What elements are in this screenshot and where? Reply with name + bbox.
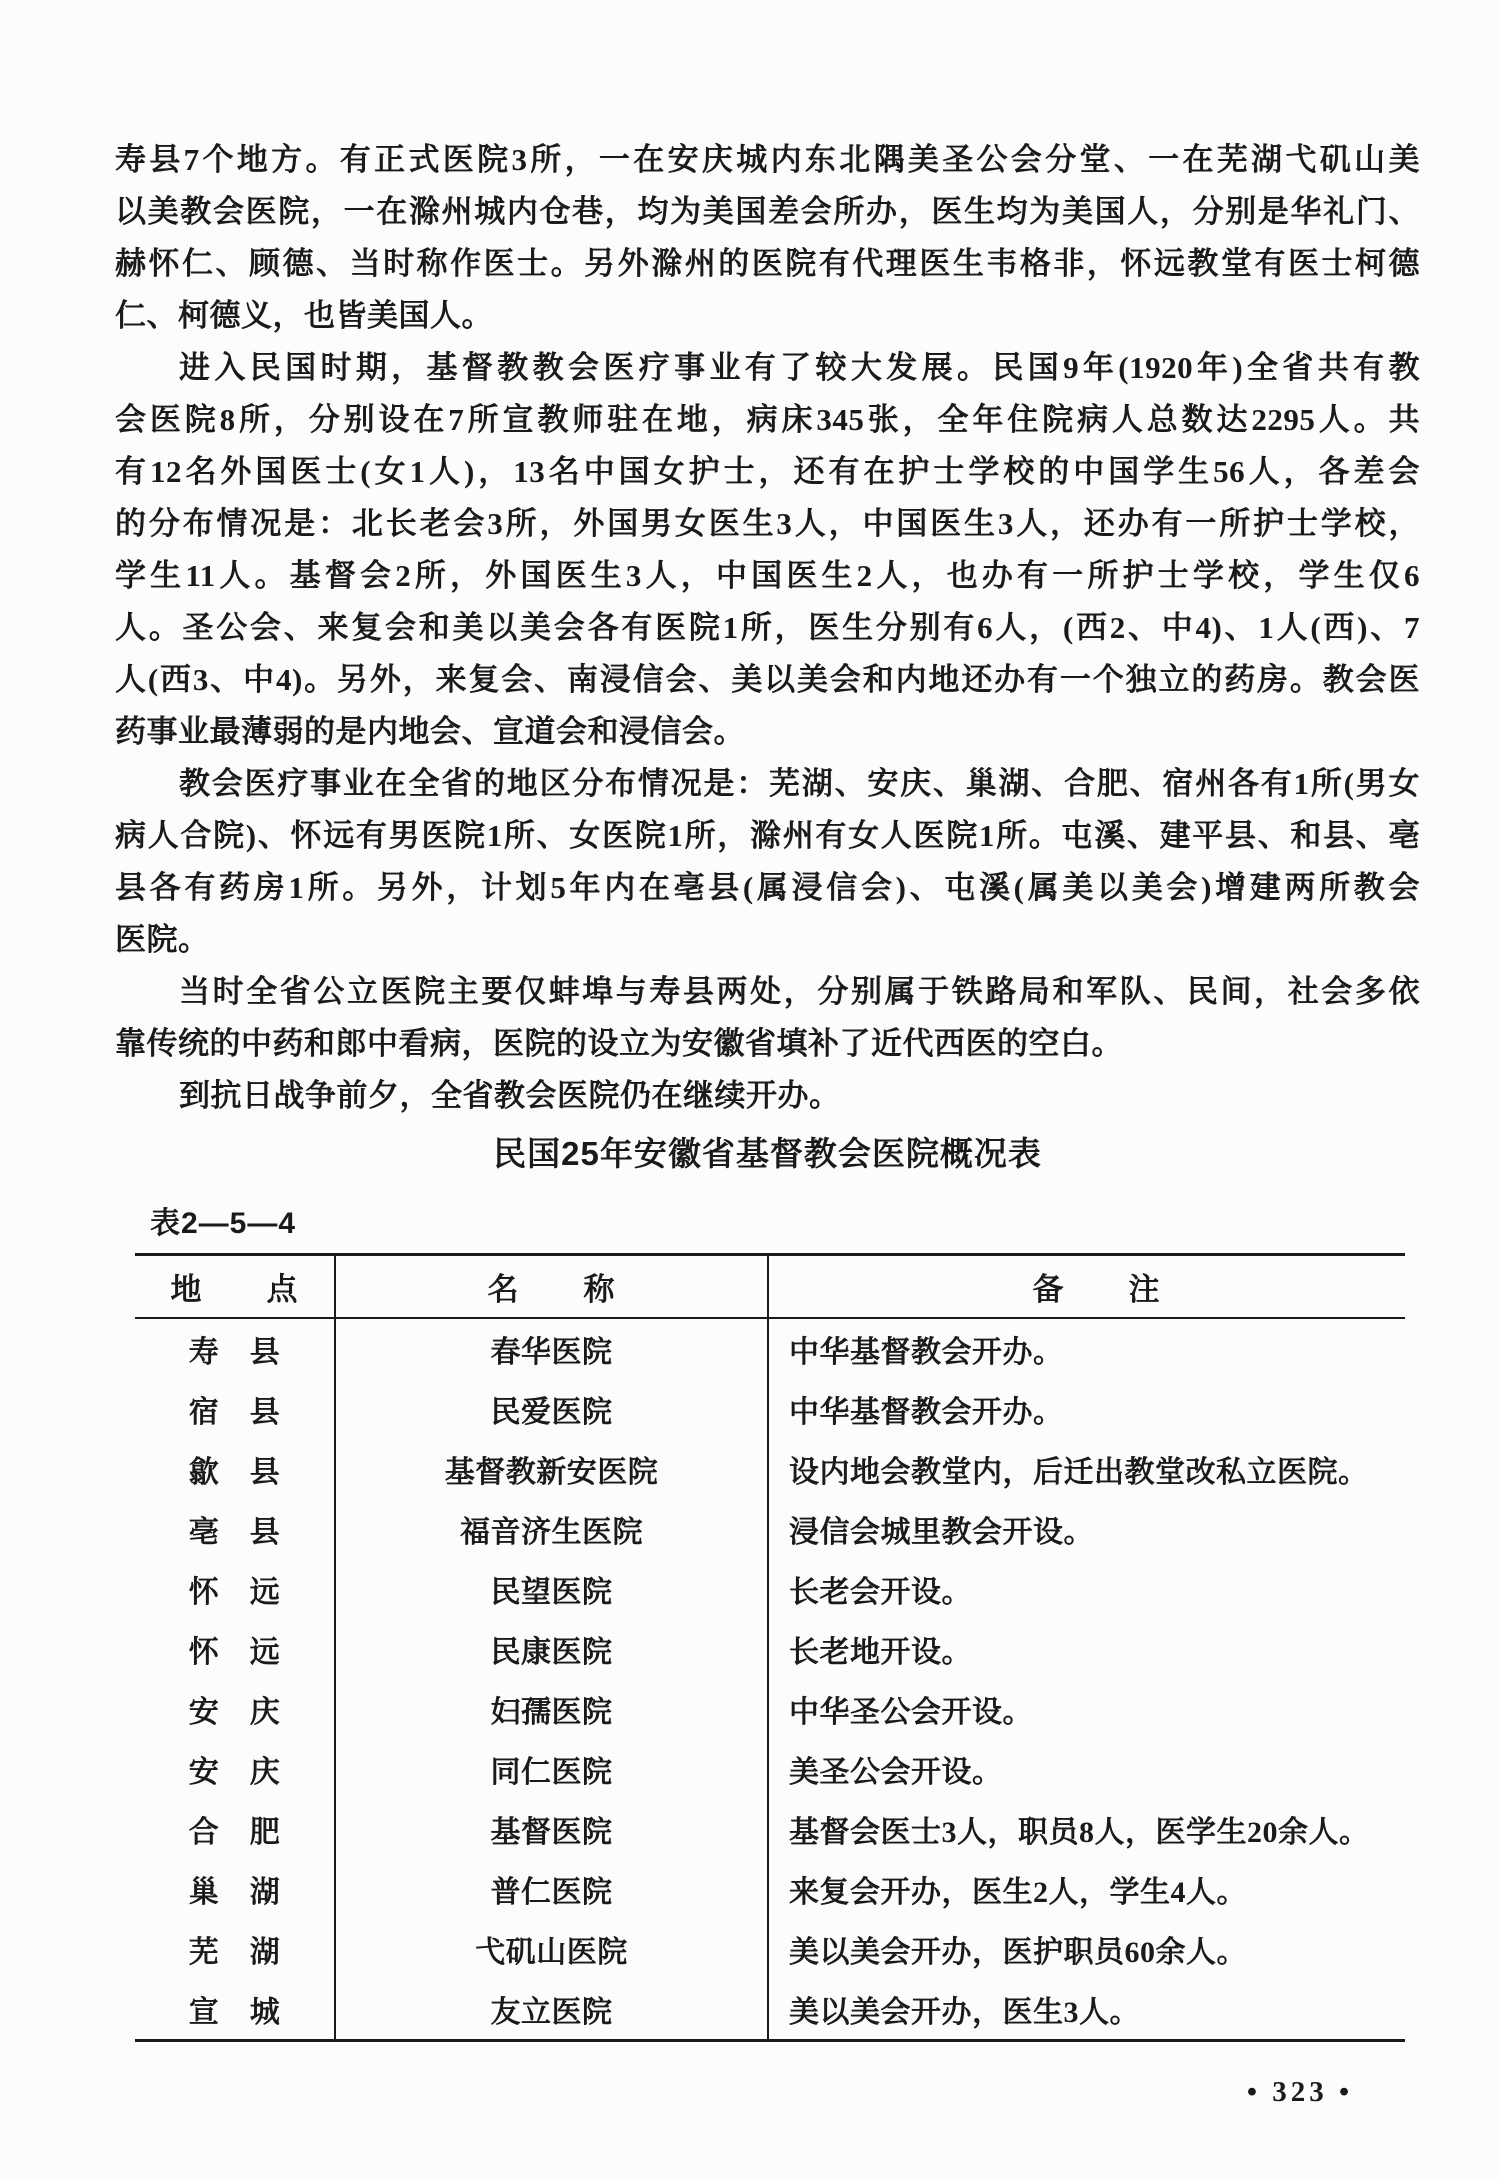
table-row bbox=[135, 1739, 1405, 1799]
text-line: 会医院8所，分别设在7所宣教师驻在地，病床345张，全年住院病人总数达2295人。共 bbox=[115, 402, 1420, 437]
text-line: 以美教会医院，一在滁州城内仓巷，均为美国差会所办，医生均为美国人，分别是华礼门、 bbox=[115, 194, 1420, 229]
column-header-name: 名 称 bbox=[335, 1255, 768, 1319]
cell-note: 中华圣公会开设。 bbox=[768, 1679, 1405, 1739]
cell-note: 浸信会城里教会开设。 bbox=[768, 1499, 1405, 1559]
table-row bbox=[135, 1619, 1405, 1679]
cell-note: 设内地会教堂内，后迁出教堂改私立医院。 bbox=[768, 1439, 1405, 1499]
table-row bbox=[135, 1799, 1405, 1859]
table-title: 民国25年安徽省基督教会医院概况表 bbox=[493, 1135, 1042, 1172]
cell-name: 同仁医院 bbox=[335, 1739, 768, 1799]
cell-name: 民康医院 bbox=[335, 1619, 768, 1679]
table-row bbox=[135, 1439, 1405, 1499]
cell-note: 长老地开设。 bbox=[768, 1619, 1405, 1679]
text-line: 药事业最薄弱的是内地会、宣道会和浸信会。 bbox=[115, 714, 745, 749]
cell-note: 美以美会开办，医生3人。 bbox=[768, 1979, 1405, 2041]
text-line: 寿县7个地方。有正式医院3所，一在安庆城内东北隅美圣公会分堂、一在芜湖弋矶山美 bbox=[115, 142, 1420, 177]
cell-location: 怀 远 bbox=[188, 1636, 281, 1669]
cell-location: 合 肥 bbox=[188, 1816, 281, 1849]
cell-location: 怀 远 bbox=[188, 1576, 281, 1609]
table-header-row bbox=[135, 1255, 1405, 1319]
cell-name: 基督医院 bbox=[335, 1799, 768, 1859]
text-line: 仁、柯德义，也皆美国人。 bbox=[115, 298, 493, 333]
paragraph bbox=[115, 342, 1420, 758]
text-line: 人。圣公会、来复会和美以美会各有医院1所，医生分别有6人，(西2、中4)、1人(西)、7 bbox=[115, 610, 1420, 645]
cell-name: 普仁医院 bbox=[335, 1859, 768, 1919]
cell-note: 中华基督教会开办。 bbox=[768, 1318, 1405, 1379]
table-row bbox=[135, 1559, 1405, 1619]
cell-location: 安 庆 bbox=[188, 1696, 281, 1729]
text-line: 人(西3、中4)。另外，来复会、南浸信会、美以美会和内地还办有一个独立的药房。教会医 bbox=[115, 662, 1420, 697]
cell-name: 妇孺医院 bbox=[335, 1679, 768, 1739]
cell-name: 弋矶山医院 bbox=[335, 1919, 768, 1979]
text-line: 有12名外国医士(女1人)，13名中国女护士，还有在护士学校的中国学生56人，各差会 bbox=[115, 454, 1420, 489]
cell-name: 民望医院 bbox=[335, 1559, 768, 1619]
cell-location: 宣 城 bbox=[188, 1996, 281, 2029]
cell-location: 亳 县 bbox=[188, 1516, 281, 1549]
text-line: 到抗日战争前夕，全省教会医院仍在继续开办。 bbox=[179, 1078, 841, 1113]
cell-note: 美以美会开办，医护职员60余人。 bbox=[768, 1919, 1405, 1979]
paragraph bbox=[115, 134, 1420, 342]
cell-note: 来复会开办，医生2人，学生4人。 bbox=[768, 1859, 1405, 1919]
paragraph bbox=[115, 1070, 1420, 1122]
hospitals-table bbox=[135, 1253, 1405, 2042]
column-header-location: 地 点 bbox=[135, 1255, 335, 1319]
text-line: 病人合院)、怀远有男医院1所、女医院1所，滁州有女人医院1所。屯溪、建平县、和县、亳 bbox=[115, 818, 1420, 853]
cell-name: 基督教新安医院 bbox=[335, 1439, 768, 1499]
page-number: • 323 • bbox=[1246, 2076, 1354, 2108]
cell-note: 美圣公会开设。 bbox=[768, 1739, 1405, 1799]
paragraph bbox=[115, 758, 1420, 966]
cell-note: 基督会医士3人，职员8人，医学生20余人。 bbox=[768, 1799, 1405, 1859]
cell-location: 安 庆 bbox=[188, 1756, 281, 1789]
table-row bbox=[135, 1679, 1405, 1739]
text-line: 当时全省公立医院主要仅蚌埠与寿县两处，分别属于铁路局和军队、民间，社会多依 bbox=[179, 974, 1420, 1009]
cell-location: 寿 县 bbox=[188, 1336, 281, 1369]
text-line: 医院。 bbox=[115, 922, 210, 957]
cell-name: 民爱医院 bbox=[335, 1379, 768, 1439]
text-line: 进入民国时期，基督教教会医疗事业有了较大发展。民国9年(1920年)全省共有教 bbox=[179, 350, 1420, 385]
table-row bbox=[135, 1859, 1405, 1919]
cell-name: 春华医院 bbox=[335, 1318, 768, 1379]
text-line: 的分布情况是：北长老会3所，外国男女医生3人，中国医生3人，还办有一所护士学校， bbox=[115, 506, 1420, 541]
table-row bbox=[135, 1919, 1405, 1979]
column-header-note: 备 注 bbox=[768, 1255, 1405, 1319]
cell-name: 友立医院 bbox=[335, 1979, 768, 2041]
cell-location: 宿 县 bbox=[188, 1396, 281, 1429]
paragraph bbox=[115, 966, 1420, 1070]
cell-location: 芜 湖 bbox=[188, 1936, 281, 1969]
cell-name: 福音济生医院 bbox=[335, 1499, 768, 1559]
text-line: 赫怀仁、顾德、当时称作医士。另外滁州的医院有代理医生韦格非，怀远教堂有医士柯德 bbox=[115, 246, 1420, 281]
cell-location: 巢 湖 bbox=[188, 1876, 281, 1909]
table-row bbox=[135, 1318, 1405, 1379]
cell-location: 歙 县 bbox=[188, 1456, 281, 1489]
table-row bbox=[135, 1979, 1405, 2041]
cell-note: 长老会开设。 bbox=[768, 1559, 1405, 1619]
cell-note: 中华基督教会开办。 bbox=[768, 1379, 1405, 1439]
text-line: 学生11人。基督会2所，外国医生3人，中国医生2人，也办有一所护士学校，学生仅6 bbox=[115, 558, 1420, 593]
table-row bbox=[135, 1379, 1405, 1439]
text-line: 教会医疗事业在全省的地区分布情况是：芜湖、安庆、巢湖、合肥、宿州各有1所(男女 bbox=[179, 766, 1420, 801]
text-line: 县各有药房1所。另外，计划5年内在亳县(属浸信会)、屯溪(属美以美会)增建两所教会 bbox=[115, 870, 1420, 905]
table-label: 表2—5—4 bbox=[150, 1207, 297, 1240]
table-row bbox=[135, 1499, 1405, 1559]
text-line: 靠传统的中药和郎中看病，医院的设立为安徽省填补了近代西医的空白。 bbox=[115, 1026, 1123, 1061]
body-text bbox=[115, 134, 1420, 1122]
